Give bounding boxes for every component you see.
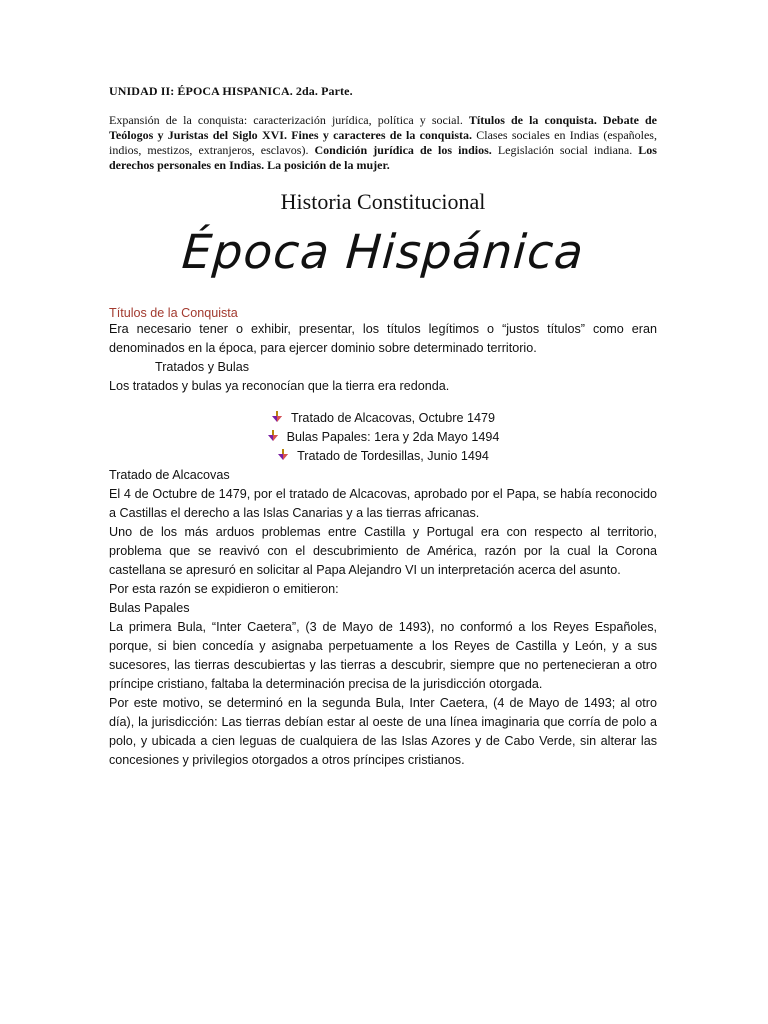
paragraph-primera-bula: La primera Bula, “Inter Caetera”, (3 de Mayo de 1493), no conformó a los Reyes Españoles, porque, si bien concedía y asignaba perpetuamente a los Reyes de Castilla y León, y a sus sucesores, las tierras descubiertas y las tierras a descubrir, siempre que no pertenecieran a otro príncipe cristiano, faltaba la determinación precisa de la jurisdicción otorgada. — [109, 620, 657, 691]
unit-summary — [109, 113, 657, 173]
unit-heading: UNIDAD II: ÉPOCA HISPANICA. 2da. Parte. — [109, 84, 353, 98]
list-item-label: Tratado de Tordesillas, Junio 1494 — [297, 449, 489, 463]
arrow-down-icon — [267, 430, 279, 442]
label-bulas-papales: Bulas Papales — [109, 601, 190, 615]
section-heading-titulos: Títulos de la Conquista — [109, 306, 238, 320]
arrow-down-icon — [277, 449, 289, 461]
label-tratados-bulas: Tratados y Bulas — [155, 360, 250, 374]
treaty-list — [109, 409, 657, 466]
summary-segment: Legislación social indiana. — [491, 143, 639, 157]
summary-segment: Expansión de la conquista: caracterización jurídica, política y social. — [109, 113, 469, 127]
paragraph-redonda: Los tratados y bulas ya reconocían que la tierra era redonda. — [109, 379, 450, 393]
document-page — [109, 84, 657, 770]
paragraph-alcacovas: El 4 de Octubre de 1479, por el tratado de Alcacovas, aprobado por el Papa, se había reconocido a Castillas el derecho a las Islas Canarias y a las tierras africanas. — [109, 487, 657, 520]
paragraph-intro: Era necesario tener o exhibir, presentar, los títulos legítimos o “justos títulos” como eran denominados en la época, para ejercer dominio sobre determinado territorio. — [109, 322, 657, 355]
arrow-down-icon — [271, 411, 283, 423]
list-item — [109, 447, 657, 466]
list-item-label: Tratado de Alcacovas, Octubre 1479 — [291, 411, 495, 425]
summary-segment: Clases sociales en Indias (españoles, indios, mestizos, extranjeros, esclavos). — [109, 128, 657, 157]
list-item-label: Bulas Papales: 1era y 2da Mayo 1494 — [286, 430, 500, 444]
epoch-title: Época Hispánica — [180, 225, 586, 280]
paragraph-segunda-bula: Por este motivo, se determinó en la segunda Bula, Inter Caetera, (4 de Mayo de 1493; al otro día), la jurisdicción: Las tierras debían estar al oeste de una línea imaginaria que corría de polo a polo, y ubicada a cien leguas de cualquiera de las Islas Azores y de Cabo Verde, sin alterar las concesiones y privilegios otorgados a otros príncipes cristianos. — [109, 696, 657, 767]
summary-segment: Los derechos personales en Indias. La posición de la mujer. — [109, 143, 657, 172]
summary-segment: Condición jurídica de los indios. — [314, 143, 492, 157]
list-item — [109, 428, 657, 447]
course-title: Historia Constitucional — [280, 189, 486, 214]
paragraph-problemas: Uno de los más arduos problemas entre Castilla y Portugal era con respecto al territorio, problema que se reavivó con el descubrimiento de América, razón por la cual la Corona castellana se apresuró en solicitar al Papa Alejandro VI un interpretación acerca del asunto. — [109, 525, 657, 577]
summary-segment: Títulos de la conquista. Debate de Teólogos y Juristas del Siglo XVI. Fines y caracteres de la conquista. — [109, 113, 657, 142]
list-item — [109, 409, 657, 428]
label-tratado-alcacovas: Tratado de Alcacovas — [109, 468, 230, 482]
paragraph-razon: Por esta razón se expidieron o emitieron: — [109, 582, 339, 596]
